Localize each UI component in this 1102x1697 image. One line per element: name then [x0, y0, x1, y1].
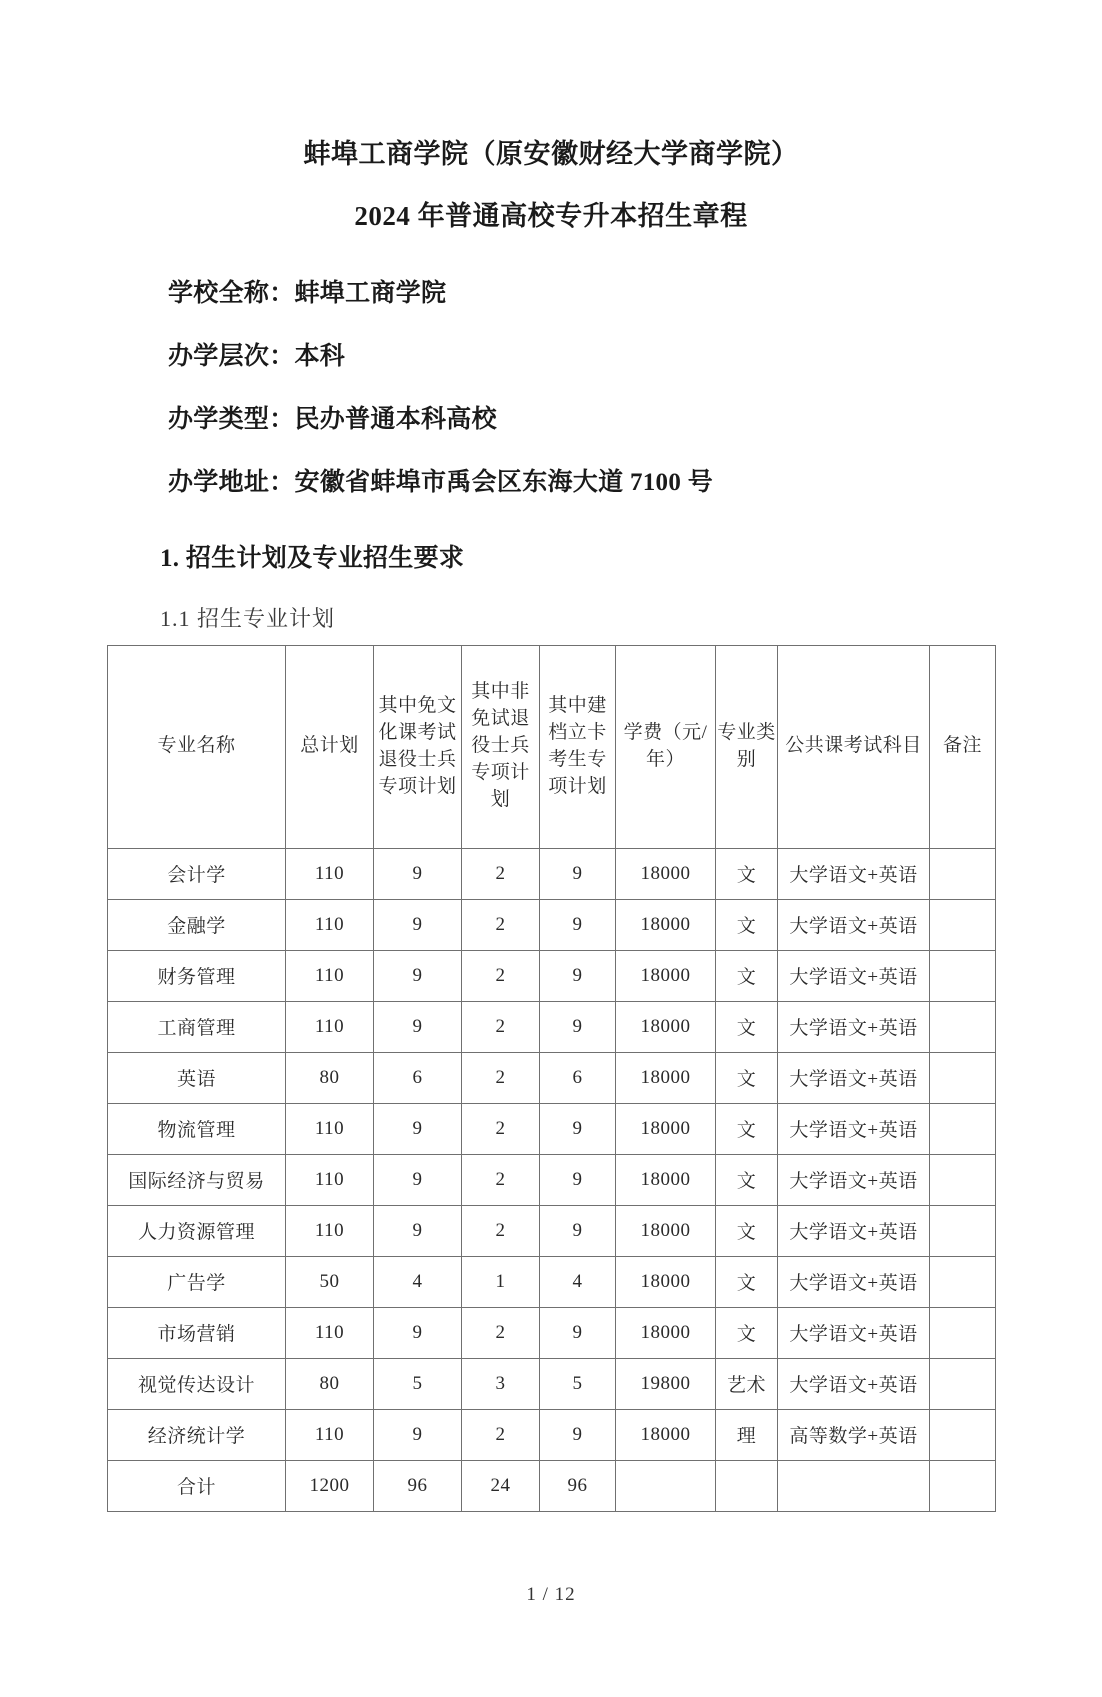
- table-row: [108, 1103, 996, 1154]
- table-row: [108, 899, 996, 950]
- cell-total: 80: [286, 1052, 374, 1103]
- cell-major: 金融学: [108, 899, 286, 950]
- cell-subjects: 大学语文+英语: [778, 848, 930, 899]
- cell-category: 艺术: [716, 1358, 778, 1409]
- cell-subjects: 大学语文+英语: [778, 899, 930, 950]
- table-body: [108, 848, 996, 1511]
- cell-exempt: 4: [374, 1256, 462, 1307]
- cell-total: 110: [286, 1154, 374, 1205]
- cell-tuition: 18000: [616, 950, 716, 1001]
- cell-nonexempt: 2: [462, 1052, 540, 1103]
- cell-note: [930, 1358, 996, 1409]
- cell-exempt: 9: [374, 1307, 462, 1358]
- cell-total: 110: [286, 1205, 374, 1256]
- cell-tuition: [616, 1460, 716, 1511]
- cell-subjects: 高等数学+英语: [778, 1409, 930, 1460]
- cell-subjects: 大学语文+英语: [778, 1103, 930, 1154]
- cell-category: 文: [716, 848, 778, 899]
- cell-category: 文: [716, 1103, 778, 1154]
- cell-total: 110: [286, 899, 374, 950]
- cell-exempt: 9: [374, 899, 462, 950]
- cell-exempt: 9: [374, 848, 462, 899]
- col-header-tuition: 学费（元/年）: [616, 645, 716, 848]
- cell-category: 文: [716, 1001, 778, 1052]
- info-school-name: 学校全称：蚌埠工商学院: [168, 279, 447, 307]
- cell-nonexempt: 2: [462, 1307, 540, 1358]
- info-school-level: 办学层次：本科: [168, 342, 346, 370]
- cell-major: 广告学: [108, 1256, 286, 1307]
- cell-nonexempt: 2: [462, 1409, 540, 1460]
- cell-tuition: 18000: [616, 1409, 716, 1460]
- cell-note: [930, 1103, 996, 1154]
- cell-card: 5: [540, 1358, 616, 1409]
- cell-nonexempt: 1: [462, 1256, 540, 1307]
- cell-total: 50: [286, 1256, 374, 1307]
- cell-total: 110: [286, 1103, 374, 1154]
- cell-exempt: 96: [374, 1460, 462, 1511]
- cell-subjects: 大学语文+英语: [778, 1052, 930, 1103]
- document-title-line-1: 蚌埠工商学院（原安徽财经大学商学院）: [303, 139, 799, 169]
- admission-plan-table: [107, 645, 996, 1512]
- cell-major: 市场营销: [108, 1307, 286, 1358]
- admission-plan-table-wrapper: [107, 645, 995, 1512]
- cell-category: 文: [716, 1205, 778, 1256]
- table-row: [108, 1205, 996, 1256]
- cell-note: [930, 1205, 996, 1256]
- cell-total: 80: [286, 1358, 374, 1409]
- col-header-major: 专业名称: [108, 645, 286, 848]
- cell-nonexempt: 2: [462, 1103, 540, 1154]
- cell-card: 9: [540, 1205, 616, 1256]
- cell-card: 9: [540, 1154, 616, 1205]
- cell-category: 文: [716, 1052, 778, 1103]
- cell-subjects: 大学语文+英语: [778, 1205, 930, 1256]
- cell-note: [930, 899, 996, 950]
- table-row: [108, 1307, 996, 1358]
- cell-major: 视觉传达设计: [108, 1358, 286, 1409]
- table-row: [108, 1358, 996, 1409]
- cell-card: 6: [540, 1052, 616, 1103]
- cell-major: 英语: [108, 1052, 286, 1103]
- col-header-total-plan: 总计划: [286, 645, 374, 848]
- table-total-row: [108, 1460, 996, 1511]
- cell-major: 合计: [108, 1460, 286, 1511]
- table-row: [108, 1001, 996, 1052]
- cell-exempt: 9: [374, 1103, 462, 1154]
- cell-subjects: [778, 1460, 930, 1511]
- col-header-non-exempt: 其中非免试退役士兵专项计划: [462, 645, 540, 848]
- cell-tuition: 18000: [616, 899, 716, 950]
- cell-card: 9: [540, 1307, 616, 1358]
- cell-subjects: 大学语文+英语: [778, 1358, 930, 1409]
- cell-total: 110: [286, 1307, 374, 1358]
- cell-exempt: 6: [374, 1052, 462, 1103]
- cell-note: [930, 1052, 996, 1103]
- page-number-footer: 1 / 12: [526, 1584, 576, 1605]
- document-title-line-2: 2024 年普通高校专升本招生章程: [354, 201, 748, 232]
- col-header-card-holder: 其中建档立卡考生专项计划: [540, 645, 616, 848]
- cell-tuition: 19800: [616, 1358, 716, 1409]
- cell-total: 110: [286, 848, 374, 899]
- cell-tuition: 18000: [616, 848, 716, 899]
- cell-nonexempt: 2: [462, 848, 540, 899]
- cell-exempt: 9: [374, 950, 462, 1001]
- cell-total: 1200: [286, 1460, 374, 1511]
- cell-card: 9: [540, 848, 616, 899]
- cell-exempt: 9: [374, 1409, 462, 1460]
- cell-nonexempt: 3: [462, 1358, 540, 1409]
- cell-card: 9: [540, 1103, 616, 1154]
- cell-subjects: 大学语文+英语: [778, 950, 930, 1001]
- cell-category: [716, 1460, 778, 1511]
- cell-nonexempt: 2: [462, 1154, 540, 1205]
- cell-card: 4: [540, 1256, 616, 1307]
- cell-major: 财务管理: [108, 950, 286, 1001]
- cell-note: [930, 950, 996, 1001]
- cell-exempt: 9: [374, 1205, 462, 1256]
- col-header-note: 备注: [930, 645, 996, 848]
- col-header-exam-subjects: 公共课考试科目: [778, 645, 930, 848]
- cell-tuition: 18000: [616, 1307, 716, 1358]
- cell-subjects: 大学语文+英语: [778, 1001, 930, 1052]
- cell-note: [930, 1307, 996, 1358]
- cell-total: 110: [286, 950, 374, 1001]
- table-row: [108, 950, 996, 1001]
- table-row: [108, 1256, 996, 1307]
- cell-card: 9: [540, 950, 616, 1001]
- cell-note: [930, 1460, 996, 1511]
- table-header-row: [108, 645, 996, 848]
- cell-exempt: 9: [374, 1001, 462, 1052]
- table-row: [108, 1409, 996, 1460]
- cell-major: 人力资源管理: [108, 1205, 286, 1256]
- cell-tuition: 18000: [616, 1103, 716, 1154]
- cell-card: 9: [540, 1001, 616, 1052]
- cell-card: 9: [540, 899, 616, 950]
- col-header-exempt-culture: 其中免文化课考试退役士兵专项计划: [374, 645, 462, 848]
- section-heading-1: 1. 招生计划及专业招生要求: [160, 544, 465, 572]
- cell-exempt: 9: [374, 1154, 462, 1205]
- cell-nonexempt: 2: [462, 1001, 540, 1052]
- document-page: [0, 138, 1102, 1697]
- info-school-address: 办学地址：安徽省蚌埠市禹会区东海大道 7100 号: [168, 468, 714, 496]
- cell-note: [930, 1256, 996, 1307]
- col-header-category: 专业类别: [716, 645, 778, 848]
- cell-card: 96: [540, 1460, 616, 1511]
- cell-note: [930, 848, 996, 899]
- table-row: [108, 1052, 996, 1103]
- cell-tuition: 18000: [616, 1001, 716, 1052]
- cell-category: 文: [716, 1256, 778, 1307]
- cell-tuition: 18000: [616, 1256, 716, 1307]
- cell-category: 文: [716, 899, 778, 950]
- cell-tuition: 18000: [616, 1154, 716, 1205]
- cell-subjects: 大学语文+英语: [778, 1256, 930, 1307]
- cell-nonexempt: 24: [462, 1460, 540, 1511]
- cell-major: 国际经济与贸易: [108, 1154, 286, 1205]
- cell-category: 文: [716, 1307, 778, 1358]
- cell-major: 工商管理: [108, 1001, 286, 1052]
- cell-note: [930, 1001, 996, 1052]
- cell-nonexempt: 2: [462, 899, 540, 950]
- cell-category: 文: [716, 950, 778, 1001]
- cell-tuition: 18000: [616, 1052, 716, 1103]
- cell-note: [930, 1409, 996, 1460]
- cell-total: 110: [286, 1409, 374, 1460]
- cell-category: 文: [716, 1154, 778, 1205]
- info-school-type: 办学类型：民办普通本科高校: [168, 405, 497, 433]
- table-header: [108, 645, 996, 848]
- cell-card: 9: [540, 1409, 616, 1460]
- cell-category: 理: [716, 1409, 778, 1460]
- cell-major: 经济统计学: [108, 1409, 286, 1460]
- table-row: [108, 848, 996, 899]
- cell-subjects: 大学语文+英语: [778, 1154, 930, 1205]
- cell-subjects: 大学语文+英语: [778, 1307, 930, 1358]
- sub-heading-1-1: 1.1 招生专业计划: [160, 605, 336, 631]
- cell-major: 会计学: [108, 848, 286, 899]
- school-info-list: [0, 279, 1102, 498]
- cell-nonexempt: 2: [462, 1205, 540, 1256]
- table-row: [108, 1154, 996, 1205]
- cell-tuition: 18000: [616, 1205, 716, 1256]
- cell-nonexempt: 2: [462, 950, 540, 1001]
- cell-major: 物流管理: [108, 1103, 286, 1154]
- cell-note: [930, 1154, 996, 1205]
- cell-total: 110: [286, 1001, 374, 1052]
- cell-exempt: 5: [374, 1358, 462, 1409]
